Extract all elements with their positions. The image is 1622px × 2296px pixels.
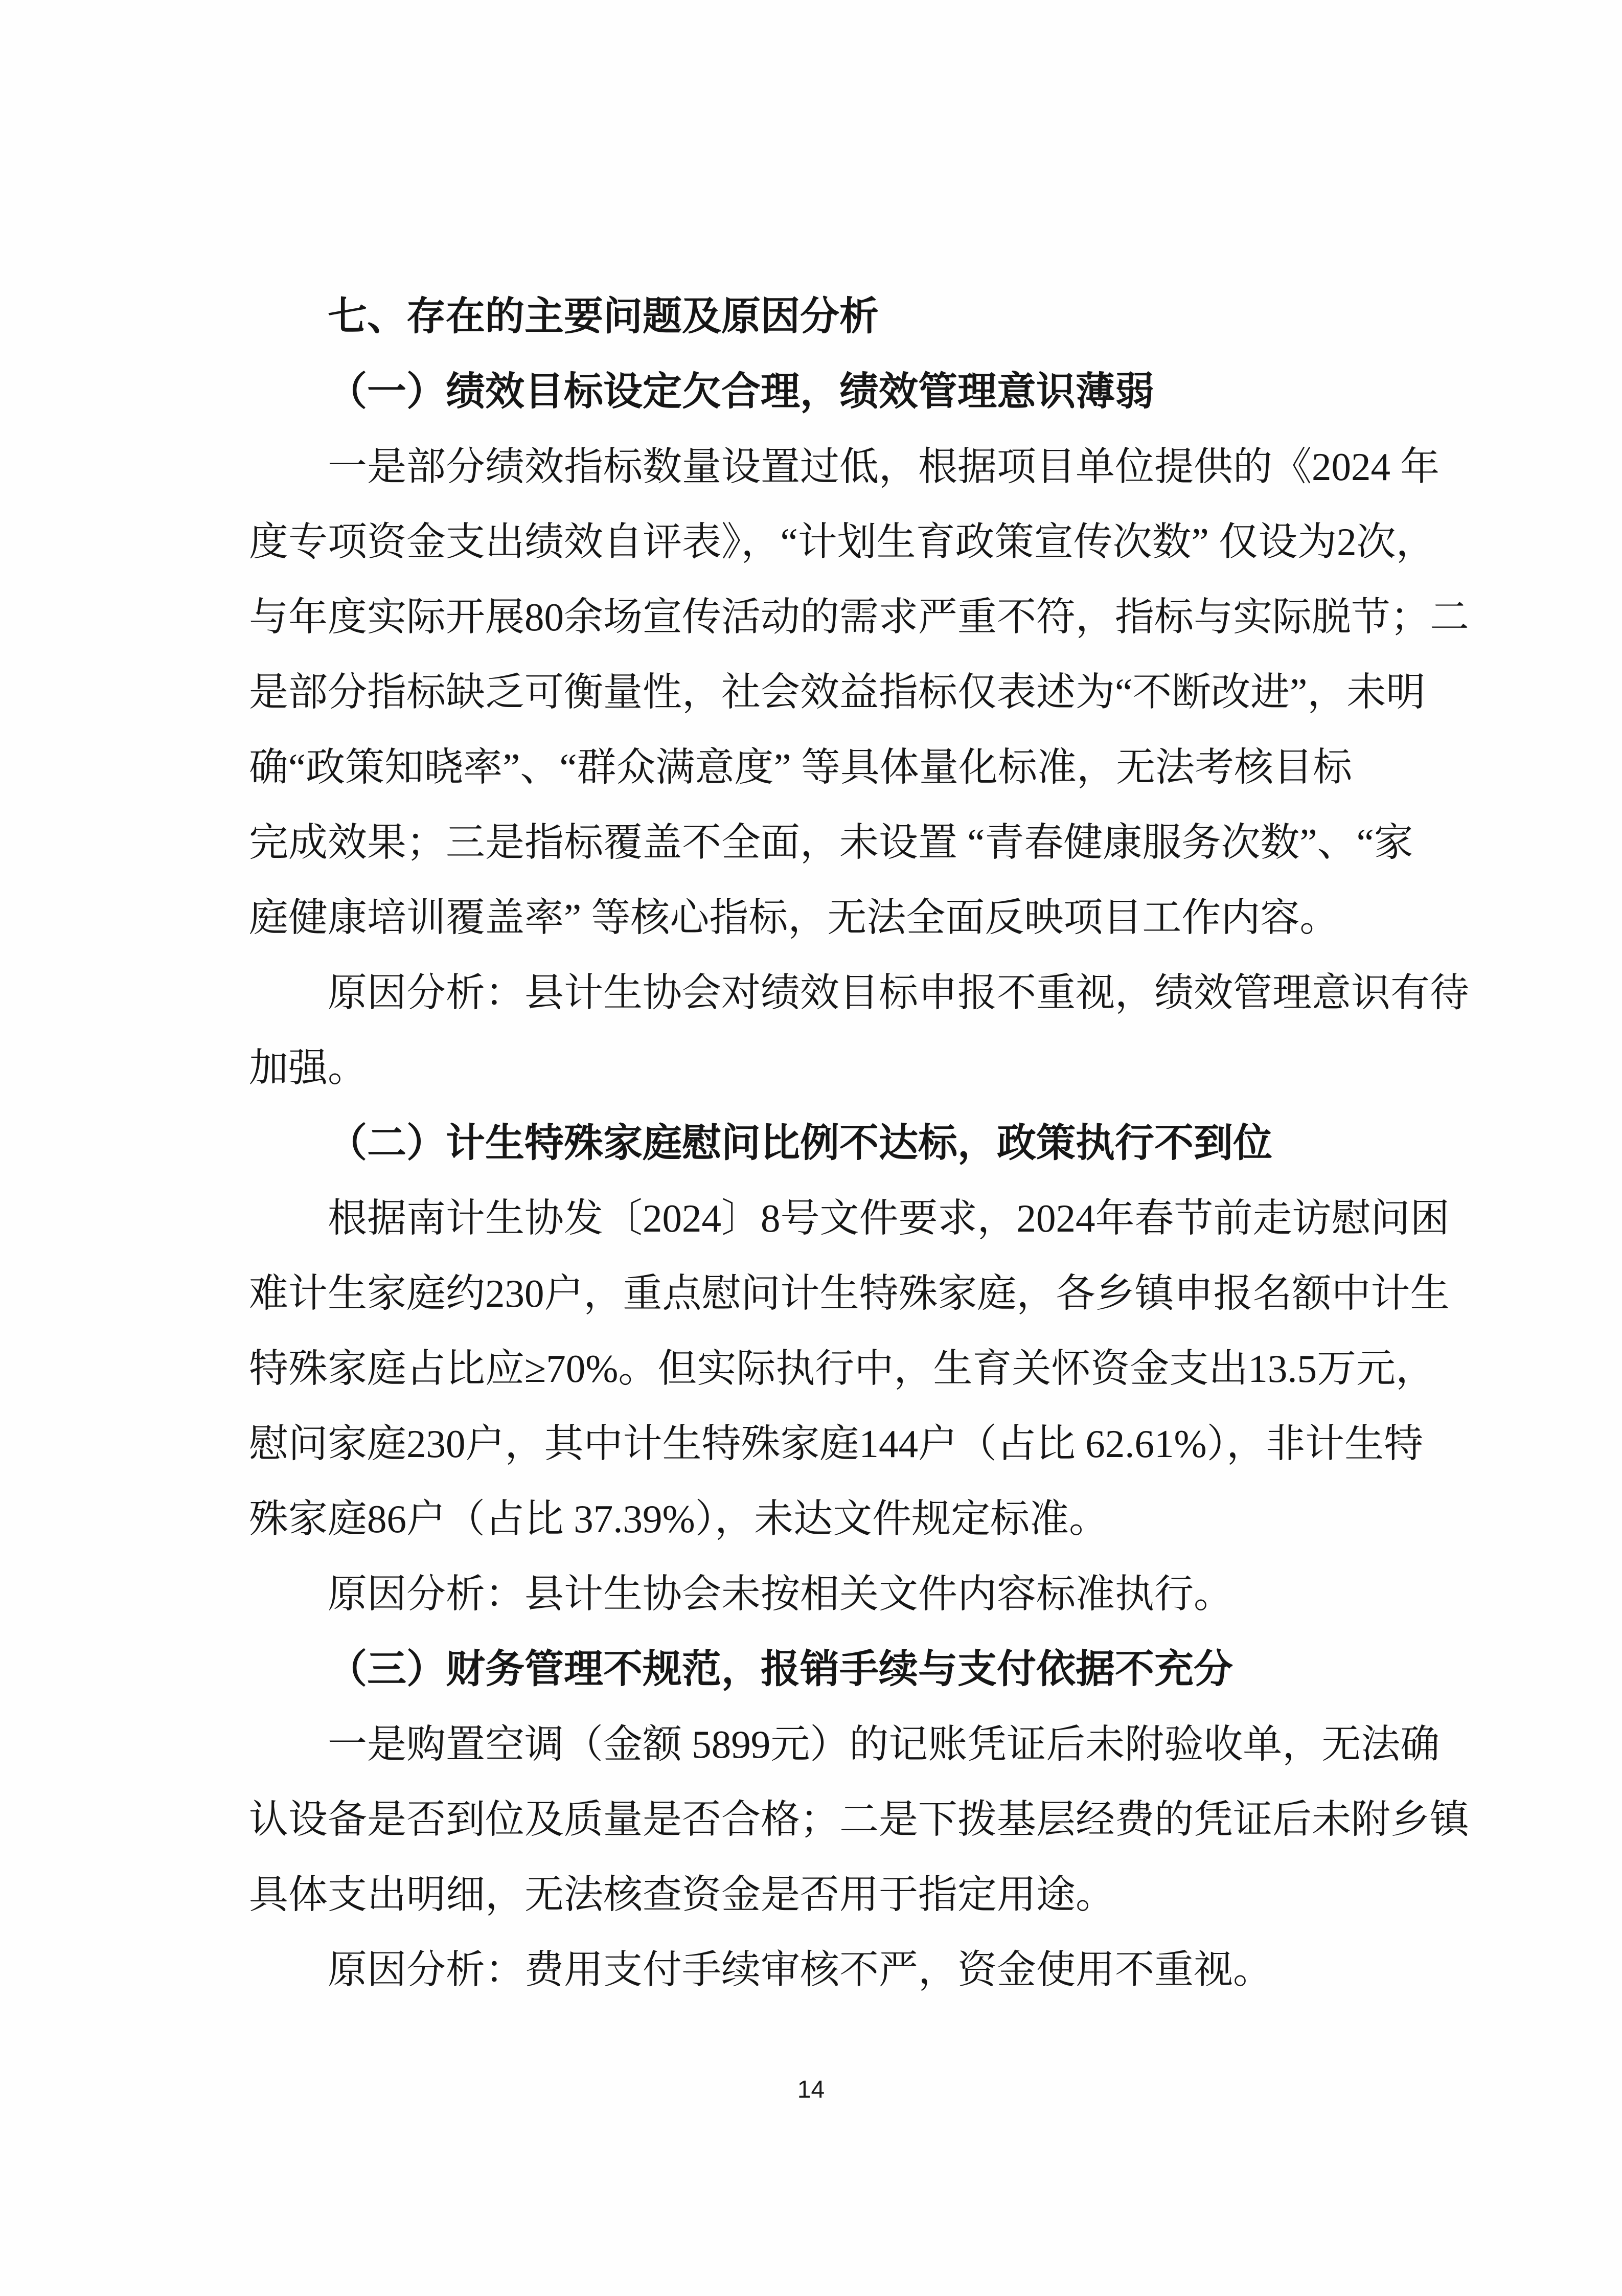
text-line: 完成效果；三是指标覆盖不全面，未设置 “青春健康服务次数”、“家 xyxy=(249,821,1413,865)
text-line: （一）绩效目标设定欠合理，绩效管理意识薄弱 xyxy=(328,370,1154,414)
text-line: 殊家庭86户（占比 37.39%），未达文件规定标准。 xyxy=(249,1497,1109,1541)
document-content xyxy=(249,279,1469,2008)
text-line: 七、存在的主要问题及原因分析 xyxy=(328,294,879,338)
text-line: 原因分析：县计生协会对绩效目标申报不重视，绩效管理意识有待 xyxy=(328,971,1469,1015)
text-line: 一是部分绩效指标数量设置过低，根据项目单位提供的《2024 年 xyxy=(328,445,1440,489)
text-line: 原因分析：费用支付手续审核不严，资金使用不重视。 xyxy=(328,1948,1272,1992)
text-line: 慰问家庭230户，其中计生特殊家庭144户（占比 62.61%），非计生特 xyxy=(249,1422,1424,1466)
page-number: 14 xyxy=(797,2076,825,2103)
text-line: 确“政策知晓率”、“群众满意度” 等具体量化标准，无法考核目标 xyxy=(249,745,1352,789)
page-footer xyxy=(0,2070,1622,2110)
text-line: 与年度实际开展80余场宣传活动的需求严重不符，指标与实际脱节；二 xyxy=(249,595,1469,639)
text-line: 具体支出明细，无法核查资金是否用于指定用途。 xyxy=(249,1873,1115,1917)
text-line: 加强。 xyxy=(249,1046,367,1090)
text-line: 难计生家庭约230户，重点慰问计生特殊家庭，各乡镇申报名额中计生 xyxy=(249,1271,1450,1315)
text-line: 一是购置空调（金额 5899元）的记账凭证后未附验收单，无法确 xyxy=(328,1722,1440,1766)
text-line: 度专项资金支出绩效自评表》，“计划生育政策宣传次数” 仅设为2次， xyxy=(249,520,1435,564)
text-line: 认设备是否到位及质量是否合格；二是下拨基层经费的凭证后未附乡镇 xyxy=(249,1798,1469,1842)
text-line: （三）财务管理不规范，报销手续与支付依据不充分 xyxy=(328,1647,1233,1691)
text-line: 根据南计生协发〔2024〕8号文件要求，2024年春节前走访慰问困 xyxy=(328,1196,1450,1240)
text-line: 原因分析：县计生协会未按相关文件内容标准执行。 xyxy=(328,1572,1233,1616)
text-line: 是部分指标缺乏可衡量性，社会效益指标仅表述为“不断改进”，未明 xyxy=(249,670,1426,714)
text-line: 庭健康培训覆盖率” 等核心指标，无法全面反映项目工作内容。 xyxy=(249,896,1339,940)
text-line: 特殊家庭占比应≥70%。但实际执行中，生育关怀资金支出13.5万元， xyxy=(249,1347,1435,1391)
text-line: （二）计生特殊家庭慰问比例不达标，政策执行不到位 xyxy=(328,1121,1272,1165)
